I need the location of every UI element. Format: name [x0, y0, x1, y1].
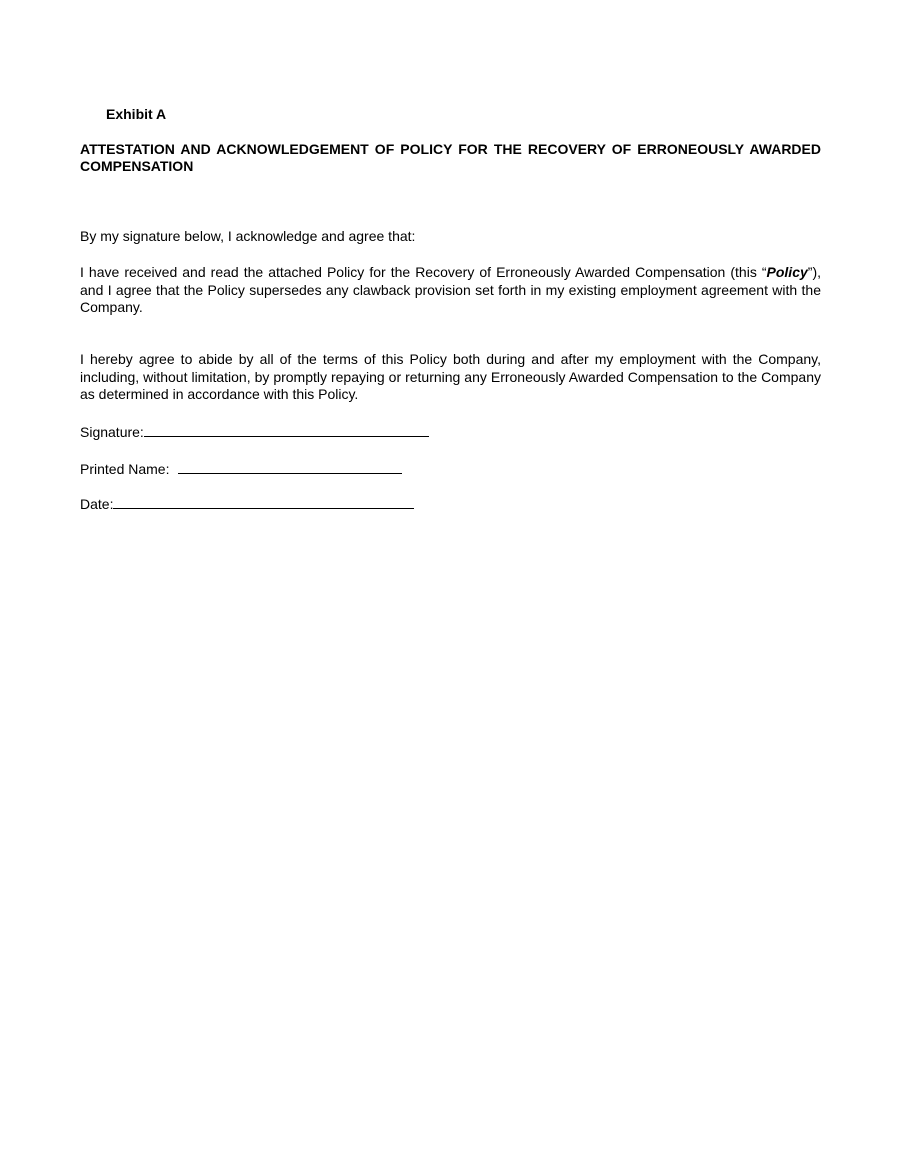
printed-name-label: Printed Name: — [80, 461, 170, 477]
intro-paragraph: By my signature below, I acknowledge and agree that: — [80, 228, 416, 244]
acknowledgement-paragraph — [80, 264, 821, 317]
date-label: Date: — [80, 496, 114, 512]
defined-term-policy: Policy — [766, 264, 808, 280]
document-title: ATTESTATION AND ACKNOWLEDGEMENT OF POLICY FOR THE RECOVERY OF ERRONEOUSLY AWARDED COMPENSATION — [80, 141, 821, 174]
date-field — [80, 494, 414, 513]
signature-label: Signature: — [80, 424, 144, 440]
acknowledgement-text-end: ”), and I agree that the Policy supersedes any clawback provision set forth in my existing employment agreement with the Company. — [80, 264, 821, 315]
signature-field — [80, 422, 429, 441]
printed-name-line[interactable] — [178, 459, 402, 474]
date-line[interactable] — [113, 494, 414, 509]
acknowledgement-text-start: I have received and read the attached Policy for the Recovery of Erroneously Awarded Compensation (this “ — [80, 264, 767, 280]
exhibit-label: Exhibit A — [106, 106, 167, 122]
signature-line[interactable] — [144, 422, 429, 437]
printed-name-field — [80, 459, 402, 478]
agreement-paragraph: I hereby agree to abide by all of the terms of this Policy both during and after my employment with the Company, including, without limitation, by promptly repaying or returning any Erroneously Awarded Compensation to the Company as determined in accordance with this Policy. — [80, 351, 821, 402]
